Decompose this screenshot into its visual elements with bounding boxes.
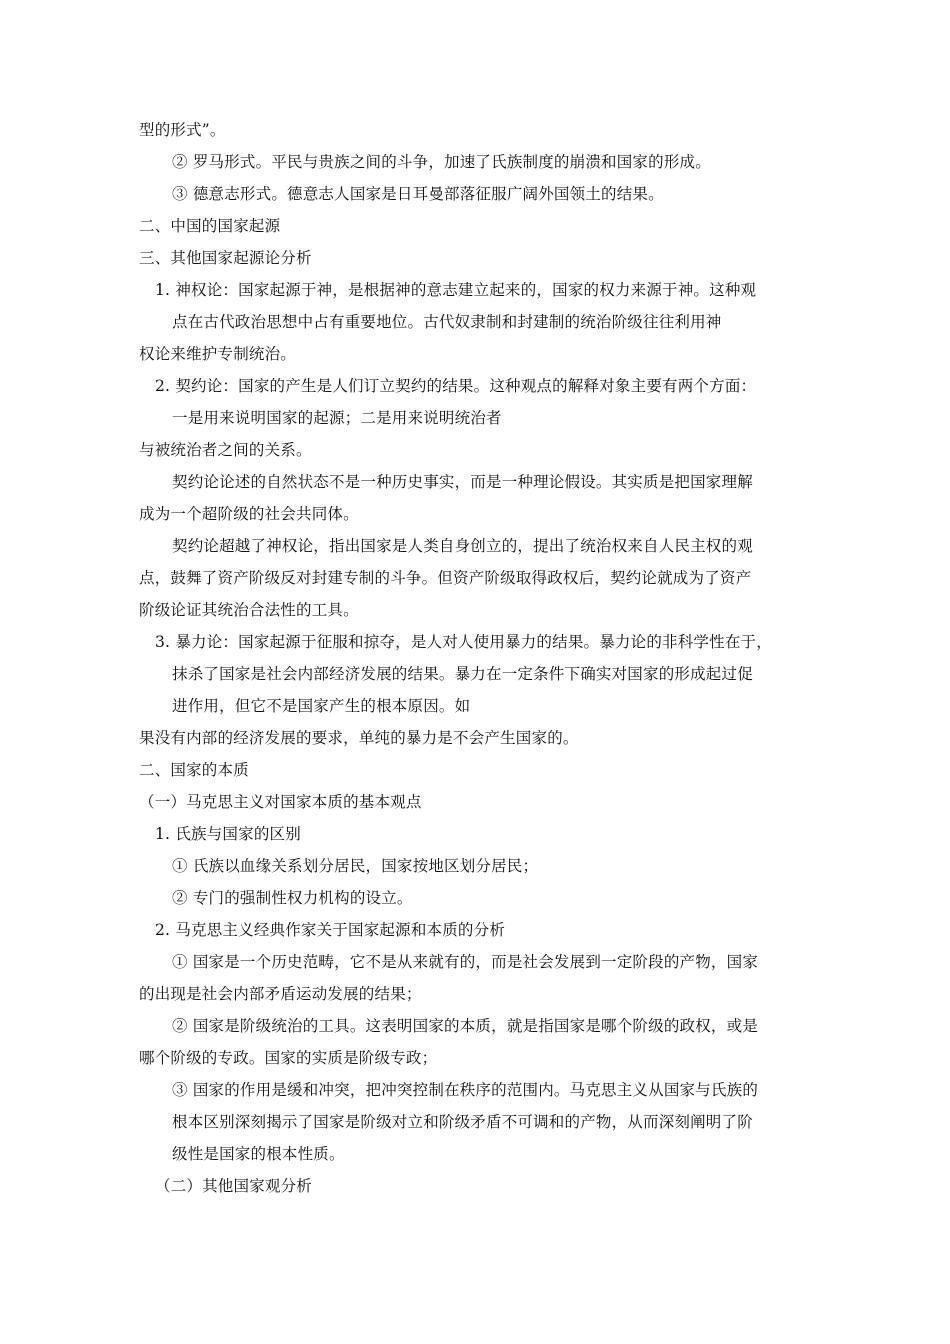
text-line: 果没有内部的经济发展的要求，单纯的暴力是不会产生国家的。 bbox=[139, 729, 579, 747]
text-line: 阶级论证其统治合法性的工具。 bbox=[139, 601, 359, 619]
text-line: ③ 国家的作用是缓和冲突，把冲突控制在秩序的范围内。马克思主义从国家与氏族的 bbox=[172, 1081, 759, 1099]
text-line: 契约论论述的自然状态不是一种历史事实，而是一种理论假设。其实质是把国家理解 bbox=[172, 473, 753, 491]
subsection-heading: （一）马克思主义对国家本质的基本观点 bbox=[139, 793, 422, 811]
text-line: 点，鼓舞了资产阶级反对封建专制的斗争。但资产阶级取得政权后，契约论就成为了资产 bbox=[139, 569, 752, 587]
list-item: 1. 氏族与国家的区别 bbox=[155, 825, 301, 843]
text-line: 进作用，但它不是国家产生的根本原因。如 bbox=[172, 697, 471, 715]
text-line: 与被统治者之间的关系。 bbox=[139, 441, 312, 459]
text-line: 级性是国家的根本性质。 bbox=[172, 1145, 345, 1163]
text-line: ③ 德意志形式。德意志人国家是日耳曼部落征服广阔外国领土的结果。 bbox=[172, 185, 664, 203]
text-line: 一是用来说明国家的起源；二是用来说明统治者 bbox=[172, 409, 502, 427]
text-line: 契约论超越了神权论，指出国家是人类自身创立的，提出了统治权来自人民主权的观 bbox=[172, 537, 753, 555]
text-line: 型的形式”。 bbox=[139, 121, 226, 139]
text-line: 成为一个超阶级的社会共同体。 bbox=[139, 505, 359, 523]
text-line: 点在古代政治思想中占有重要地位。古代奴隶制和封建制的统治阶级往往利用神 bbox=[172, 313, 722, 331]
list-item: 2. 契约论：国家的产生是人们订立契约的结果。这种观点的解释对象主要有两个方面： bbox=[155, 377, 757, 395]
text-line: 抹杀了国家是社会内部经济发展的结果。暴力在一定条件下确实对国家的形成起过促 bbox=[172, 665, 753, 683]
section-heading: 二、国家的本质 bbox=[139, 761, 249, 779]
section-heading: 三、其他国家起源论分析 bbox=[139, 249, 312, 267]
subsection-heading: （二）其他国家观分析 bbox=[155, 1177, 313, 1195]
text-line: 的出现是社会内部矛盾运动发展的结果； bbox=[139, 985, 422, 1003]
list-item: 3. 暴力论：国家起源于征服和掠夺，是人对人使用暴力的结果。暴力论的非科学性在于， bbox=[155, 633, 772, 651]
text-line: 哪个阶级的专政。国家的实质是阶级专政； bbox=[139, 1049, 438, 1067]
text-line: ② 专门的强制性权力机构的设立。 bbox=[172, 889, 413, 907]
section-heading: 二、中国的国家起源 bbox=[139, 217, 281, 235]
text-line: ② 国家是阶级统治的工具。这表明国家的本质，就是指国家是哪个阶级的政权，或是 bbox=[172, 1017, 759, 1035]
text-line: 根本区别深刻揭示了国家是阶级对立和阶级矛盾不可调和的产物，从而深刻阐明了阶 bbox=[172, 1113, 753, 1131]
text-line: ① 国家是一个历史范畴，它不是从来就有的，而是社会发展到一定阶段的产物，国家 bbox=[172, 953, 759, 971]
text-line: ① 氏族以血缘关系划分居民，国家按地区划分居民； bbox=[172, 857, 539, 875]
list-item: 1. 神权论：国家起源于神，是根据神的意志建立起来的，国家的权力来源于神。这种观 bbox=[155, 281, 757, 299]
text-line: 权论来维护专制统治。 bbox=[139, 345, 297, 363]
list-item: 2. 马克思主义经典作家关于国家起源和本质的分析 bbox=[155, 921, 506, 939]
text-line: ② 罗马形式。平民与贵族之间的斗争，加速了氏族制度的崩溃和国家的形成。 bbox=[172, 153, 711, 171]
